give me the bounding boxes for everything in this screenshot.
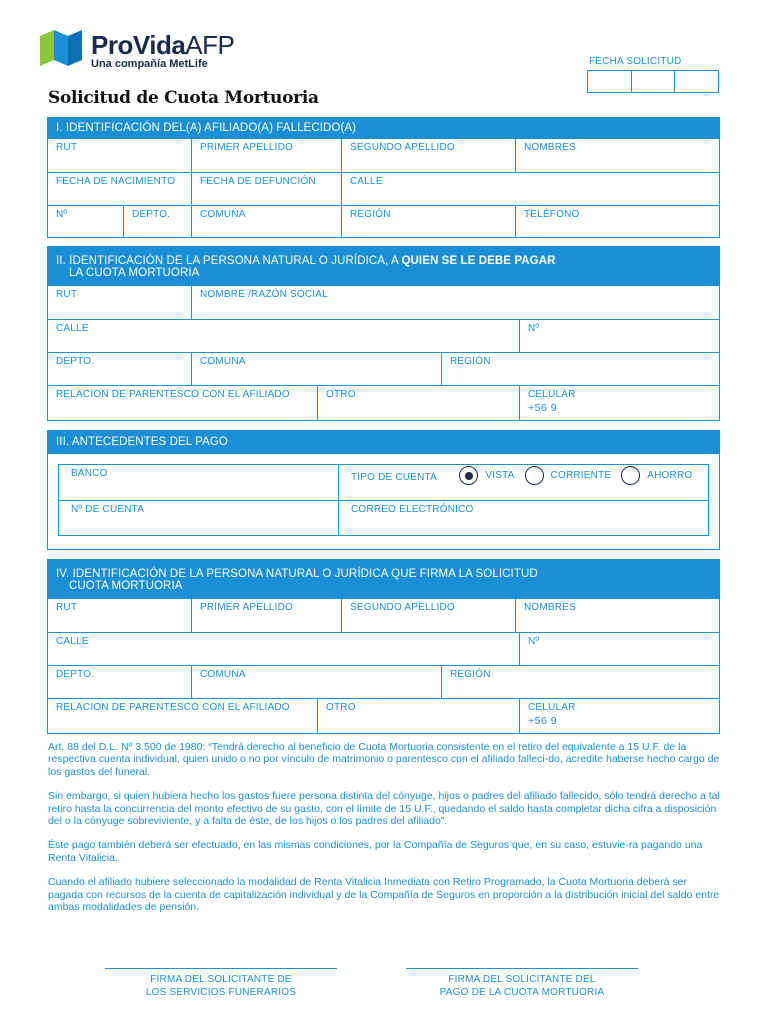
tipo-cuenta-field: TIPO DE CUENTA VISTA CORRIENTE AHORRO (339, 465, 708, 500)
legal-text (48, 741, 720, 925)
fecha-solicitud-boxes (587, 70, 719, 93)
comuna-field[interactable]: COMUNA (192, 353, 442, 385)
legal-paragraph: Sin embargo, si quien hubiera hecho los gastos fuere persona distinta del cónyuge, hijos o padres del afiliado fallecido, sólo tendrá derecho a tal retiro hasta la concurrencia del monto efectivo de su gasto, con el límite de 15 U.F., quedando el saldo hasta completar dicha cifra a disposición del o la cónyuge sobreviviente, y a falta de éste, de los hijos o los padres del afiliado”. (48, 790, 720, 828)
primer-apellido-field[interactable]: PRIMER APELLIDO (192, 599, 342, 632)
calle-field[interactable]: CALLE (48, 320, 520, 352)
radio-unselected-icon (525, 466, 544, 485)
section-afiliado-fallecido (47, 117, 720, 238)
rut-field[interactable]: RUT (48, 599, 192, 632)
radio-ahorro[interactable]: AHORRO (621, 466, 692, 485)
comuna-field[interactable]: COMUNA (192, 666, 442, 698)
radio-selected-icon (459, 466, 478, 485)
fecha-defuncion-field[interactable]: FECHA DE DEFUNCIÓN (192, 173, 342, 205)
fecha-nacimiento-field[interactable]: FECHA DE NACIMIENTO (48, 173, 192, 205)
calle-field[interactable]: CALLE (48, 633, 520, 665)
firma-servicios-funerarios[interactable]: FIRMA DEL SOLICITANTE DE LOS SERVICIOS FUNERARIOS (105, 968, 337, 999)
payment-box (58, 464, 709, 536)
fecha-anio-field[interactable] (675, 71, 718, 92)
radio-vista[interactable]: VISTA (459, 466, 514, 485)
correo-electronico-field[interactable]: CORREO ELECTRÓNICO (351, 504, 474, 515)
depto-field[interactable]: DEPTO. (48, 353, 192, 385)
legal-paragraph: Éste pago también deberá ser efectuado, en las mismas condiciones, por la Compañía de Seguros que, en su caso, estuvie-ra pagando una Renta Vitalicia. (48, 839, 703, 864)
nombres-field[interactable]: NOMBRES (524, 602, 576, 613)
legal-paragraph: Cuando el afiliado hubiere seleccionado la modalidad de Renta Vitalicia Inmediata con Retiro Programado, la Cuota Mortuoria deberá ser pagada con recursos de la cuenta de capitalización individual y de la Compañía de Seguros en proporción a la distribución inicial del saldo entre ambas modalidades de pensión. (48, 876, 720, 914)
region-field[interactable]: REGIÓN (450, 669, 491, 680)
legal-paragraph: Art. 88 del D.L. Nº 3.500 de 1980: “Tendrá derecho al beneficio de Cuota Mortuoria consistente en el retiro del equivalente a 15 U.F. de la respectiva cuenta individual, quien unido o no por vínculo de matrimonio o parentesco con el afiliado falleci-do, acredite haberse hecho cargo de los gastos del funeral. (48, 741, 720, 778)
celular-field[interactable]: CELULAR +56 9 (520, 386, 719, 420)
section-persona-firma (47, 559, 720, 734)
celular-field[interactable]: CELULAR +56 9 (520, 699, 719, 733)
segundo-apellido-field[interactable]: SEGUNDO APELLIDO (342, 139, 516, 172)
fecha-solicitud-label: FECHA SOLICITUD (589, 56, 682, 67)
radio-corriente[interactable]: CORRIENTE (525, 466, 612, 485)
primer-apellido-field[interactable]: PRIMER APELLIDO (192, 139, 342, 172)
otro-field[interactable]: OTRO (318, 699, 520, 733)
depto-field[interactable]: DEPTO. (48, 666, 192, 698)
region-field[interactable]: REGIÓN (342, 206, 516, 237)
section-header: IV. IDENTIFICACIÓN DE LA PERSONA NATURAL O JURÍDICA QUE FIRMA LA SOLICITUD CUOTA MORTUORIA (48, 560, 719, 599)
segundo-apellido-field[interactable]: SEGUNDO APELLIDO (342, 599, 516, 632)
section-persona-pago (47, 246, 720, 421)
celular-prefix: +56 9 (528, 402, 558, 414)
nombres-field[interactable]: NOMBRES (524, 142, 576, 153)
comuna-field[interactable]: COMUNA (192, 206, 342, 237)
numero-field[interactable]: Nº (528, 636, 540, 647)
rut-field[interactable]: RUT (48, 286, 192, 319)
radio-unselected-icon (621, 466, 640, 485)
section-header: II. IDENTIFICACIÓN DE LA PERSONA NATURAL O JURÍDICA, A QUIEN SE LE DEBE PAGAR LA CUOTA MORTUORIA (48, 247, 719, 286)
fecha-dia-field[interactable] (588, 71, 632, 92)
region-field[interactable]: REGIÓN (450, 356, 491, 367)
section-header: I. IDENTIFICACIÓN DEL(A) AFILIADO(A) FALLECIDO(A) (48, 118, 719, 139)
page-title: Solicitud de Cuota Mortuoria (48, 88, 319, 108)
section-header: III. ANTECEDENTES DEL PAGO (48, 431, 719, 454)
telefono-field[interactable]: TELÉFONO (524, 209, 580, 220)
tipo-cuenta-options (459, 466, 702, 485)
parentesco-field[interactable]: RELACION DE PARENTESCO CON EL AFILIADO (48, 386, 318, 420)
provida-logo-mark-icon (40, 30, 82, 66)
firma-pago-cuota[interactable]: FIRMA DEL SOLICITANTE DEL PAGO DE LA CUOTA MORTUORIA (406, 968, 638, 999)
numero-field[interactable]: Nº (48, 206, 124, 237)
brand-name: ProVidaAFP (91, 30, 235, 60)
numero-cuenta-field[interactable]: Nº DE CUENTA (59, 501, 339, 535)
banco-field[interactable]: BANCO (59, 465, 339, 500)
rut-field[interactable]: RUT (48, 139, 192, 172)
otro-field[interactable]: OTRO (318, 386, 520, 420)
provida-logo (40, 28, 270, 74)
depto-field[interactable]: DEPTO. (124, 206, 192, 237)
fecha-mes-field[interactable] (632, 71, 676, 92)
parentesco-field[interactable]: RELACION DE PARENTESCO CON EL AFILIADO (48, 699, 318, 733)
celular-prefix: +56 9 (528, 715, 558, 727)
fecha-solicitud (587, 56, 719, 93)
section-antecedentes-pago (47, 430, 720, 550)
numero-field[interactable]: Nº (528, 323, 540, 334)
brand-tagline: Una compañía MetLife (91, 58, 208, 70)
nombre-razon-social-field[interactable]: NOMBRE /RAZÓN SOCIAL (200, 289, 328, 300)
calle-field[interactable]: CALLE (350, 176, 383, 187)
